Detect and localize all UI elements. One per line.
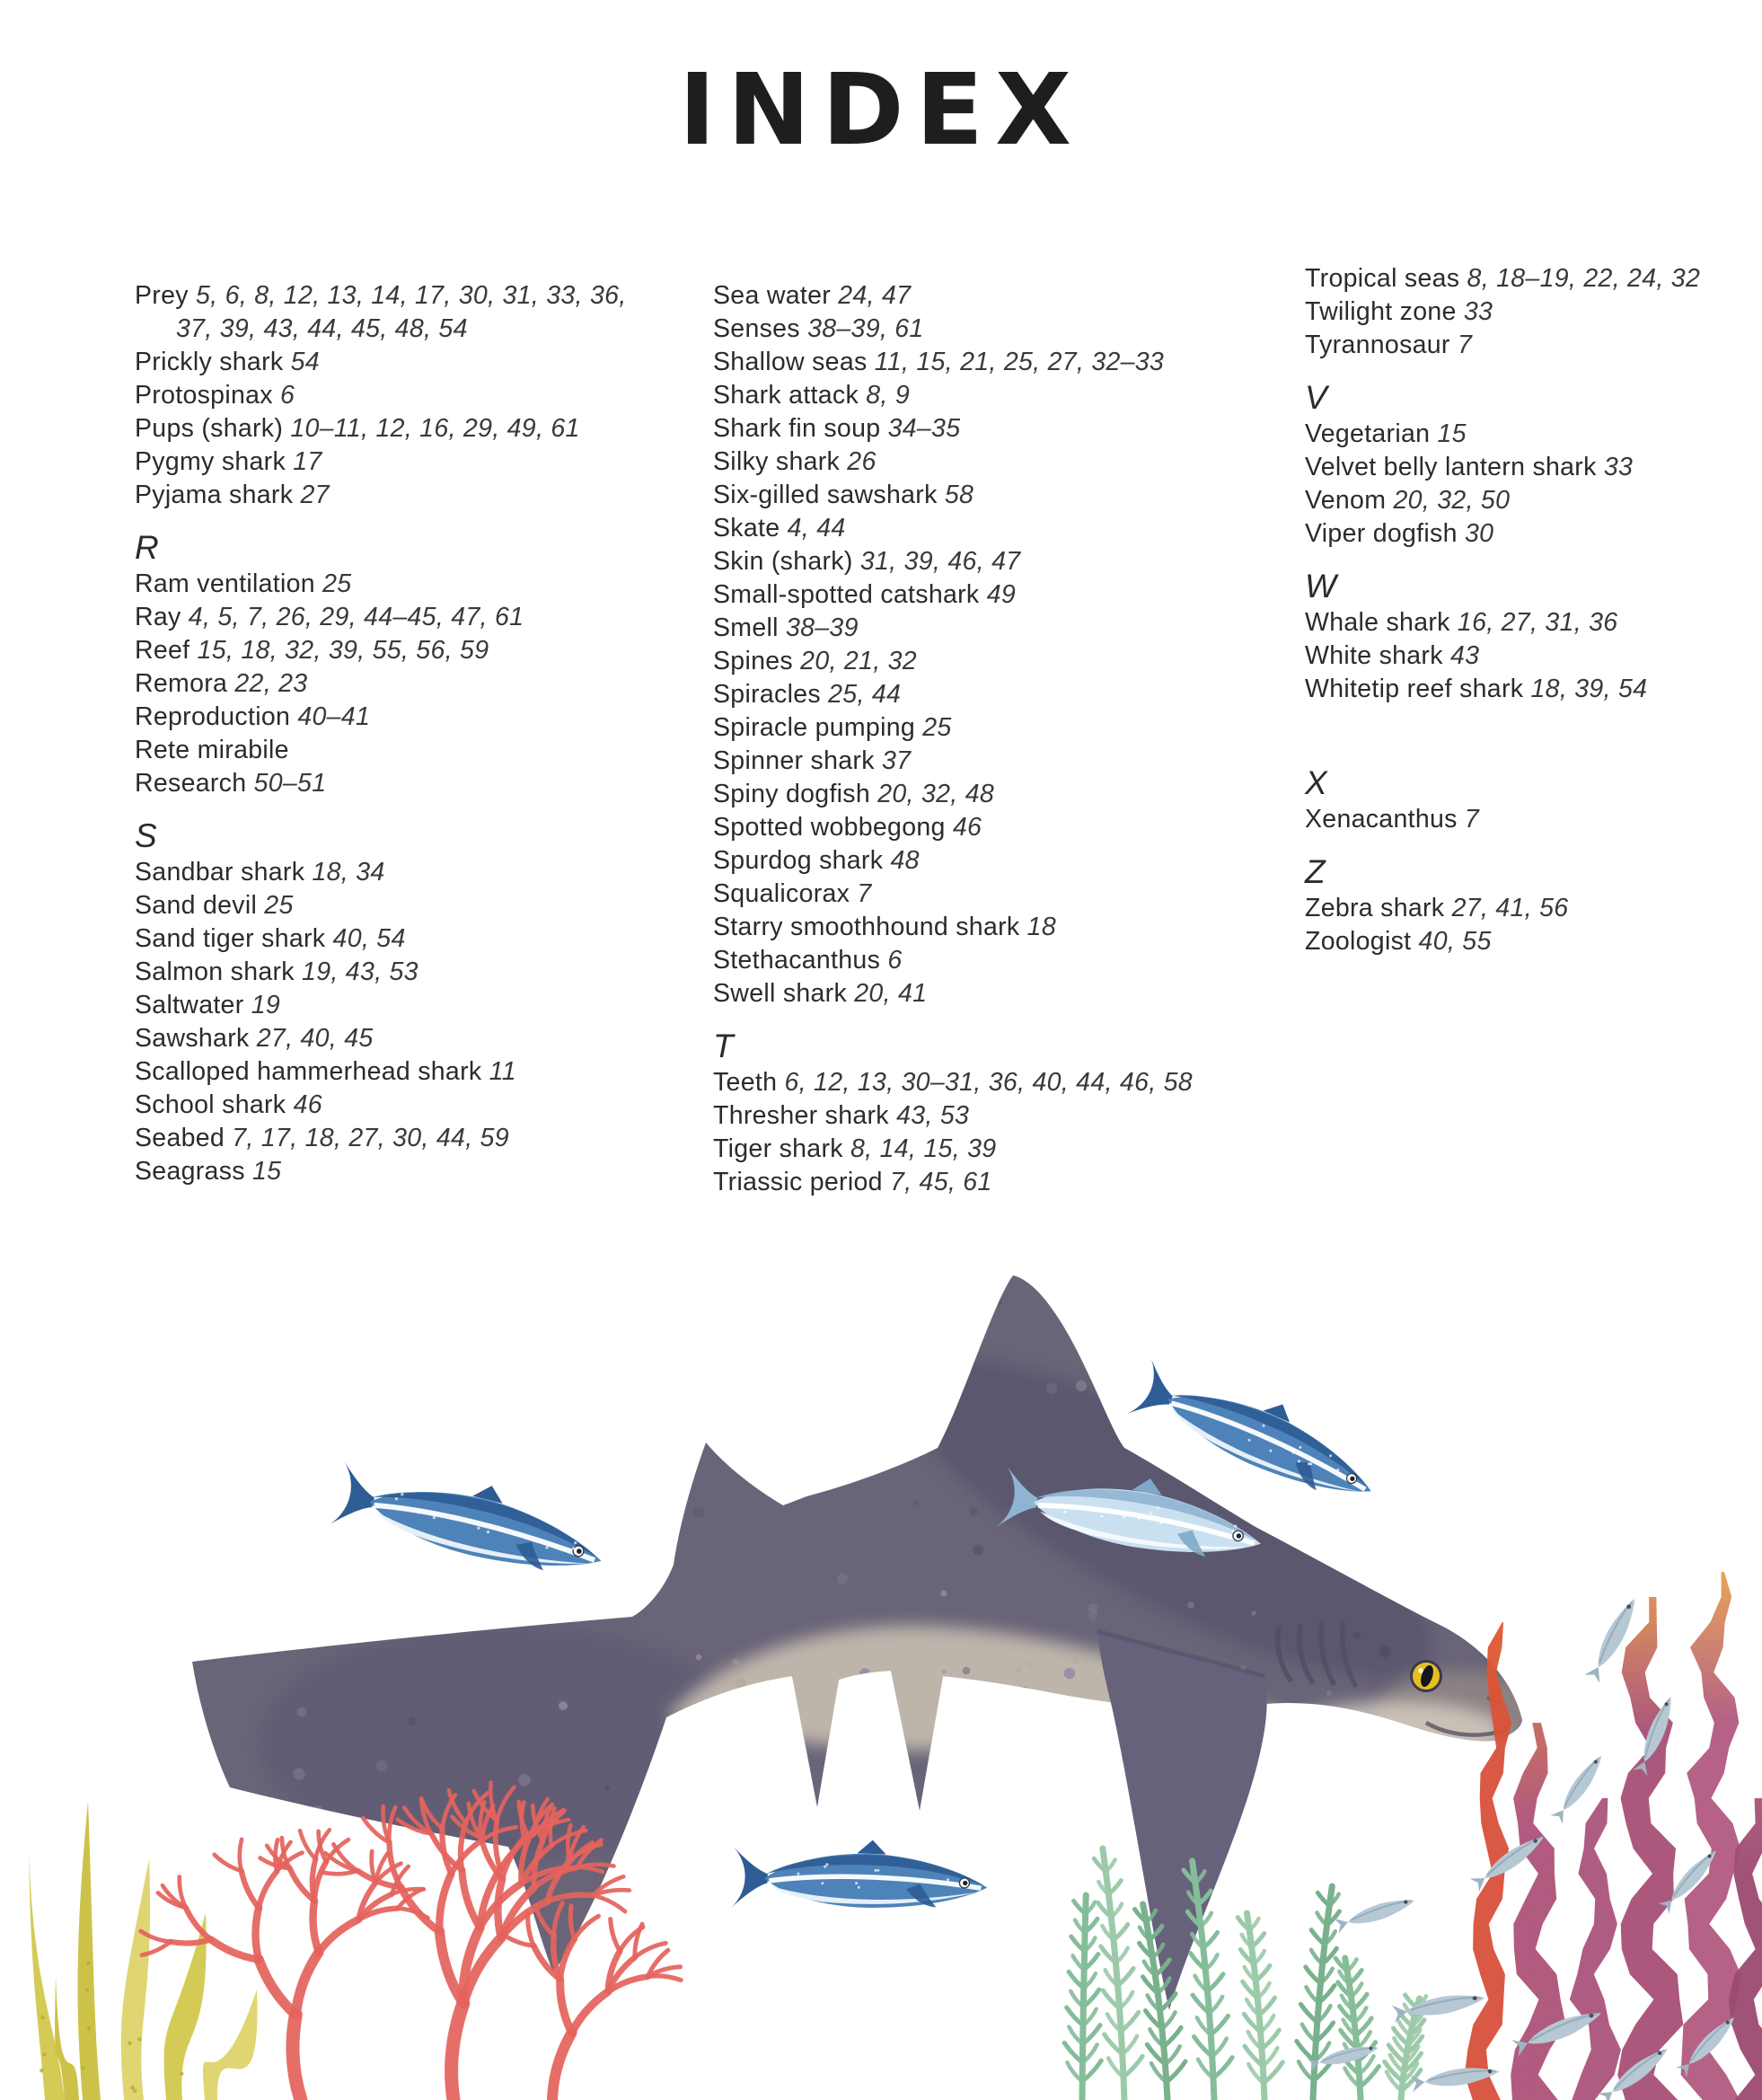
entry-term: Skin (shark) (713, 547, 853, 576)
entry-page-numbers: 43 (1442, 641, 1480, 670)
entry-page-numbers: 22, 23 (227, 669, 308, 698)
entry-term: Sawshark (135, 1024, 250, 1053)
entry-term: Triassic period (713, 1168, 883, 1196)
entry-page-numbers: 11 (481, 1057, 516, 1086)
entry-term: Velvet belly lantern shark (1305, 453, 1597, 481)
entry-term: Sand tiger shark (135, 924, 326, 953)
entry-term: Reef (135, 636, 190, 665)
entry-term: Sea water (713, 281, 832, 310)
entry-term: Silky shark (713, 447, 841, 476)
entry-page-numbers: 38–39, 61 (799, 314, 924, 343)
entry-term: Seabed (135, 1124, 225, 1152)
entry-page-numbers: 17 (286, 447, 322, 476)
entry-page-numbers: 15, 18, 32, 39, 55, 56, 59 (189, 636, 489, 665)
entry-page-numbers: 40, 54 (325, 924, 406, 953)
entry-page-numbers: 25 (257, 891, 294, 920)
entry-page-numbers: 7 (1457, 805, 1480, 834)
entry-term: Tyrannosaur (1305, 331, 1450, 359)
entry-page-numbers: 30 (1457, 519, 1494, 548)
entry-page-numbers: 24, 47 (831, 281, 912, 310)
entry-term: Spiny dogfish (713, 780, 871, 808)
section-letter-x: X (1305, 764, 1327, 801)
entry-page-numbers: 8, 9 (859, 381, 910, 410)
section-letter-z: Z (1305, 853, 1326, 890)
entry-page-numbers: 19, 43, 53 (294, 957, 418, 986)
entry-term: Spiracle pumping (713, 713, 916, 742)
entry-page-numbers: 40–41 (290, 702, 371, 731)
entry-term: Whale shark (1305, 608, 1450, 637)
entry-term: Pyjama shark (135, 481, 294, 509)
entry-term: Shark fin soup (713, 414, 881, 443)
entry-page-numbers: 20, 32, 48 (870, 780, 995, 808)
entry-page-numbers: 34–35 (880, 414, 961, 443)
entry-term: Spinner shark (713, 746, 875, 775)
entry-term: Rete mirabile (135, 736, 289, 764)
entry-page-numbers: 25 (314, 569, 352, 598)
entry-term: Whitetip reef shark (1305, 675, 1524, 703)
entry-term: Shallow seas (713, 348, 868, 376)
entry-term: Scalloped hammerhead shark (135, 1057, 482, 1086)
entry-page-numbers: 27, 40, 45 (249, 1024, 374, 1053)
entry-term: Small-spotted catshark (713, 580, 980, 609)
entry-term: Protospinax (135, 381, 273, 410)
entry-page-numbers: 7, 45, 61 (882, 1168, 992, 1196)
entry-page-numbers: 40, 55 (1411, 927, 1492, 956)
entry-term: Pygmy shark (135, 447, 286, 476)
entry-page-numbers: 5, 6, 8, 12, 13, 14, 17, 30, 31, 33, 36, 37, 39, 43, 44, 45, 48, 54 (176, 281, 627, 343)
entry-page-numbers: 58 (937, 481, 974, 509)
entry-term: Teeth (713, 1068, 778, 1097)
entry-term: Xenacanthus (1305, 805, 1458, 834)
entry-term: Ray (135, 603, 181, 631)
entry-page-numbers: 15 (244, 1157, 282, 1186)
entry-page-numbers: 7 (850, 879, 872, 908)
entry-page-numbers: 4, 44 (780, 514, 846, 543)
entry-page-numbers: 19 (243, 991, 281, 1019)
entry-term: Stethacanthus (713, 946, 881, 975)
entry-term: Salmon shark (135, 957, 295, 986)
section-letter-r: R (135, 529, 160, 566)
entry-page-numbers: 25, 44 (820, 680, 902, 709)
entry-term: Spurdog shark (713, 846, 884, 875)
tiny-fish (1334, 1893, 1417, 1934)
entry-page-numbers: 7, 17, 18, 27, 30, 44, 59 (225, 1124, 509, 1152)
entry-page-numbers: 46 (945, 813, 982, 842)
section-letter-t: T (713, 1028, 734, 1064)
entry-page-numbers: 20, 32, 50 (1386, 486, 1511, 515)
entry-page-numbers: 6, 12, 13, 30–31, 36, 40, 44, 46, 58 (777, 1068, 1193, 1097)
entry-page-numbers: 46 (286, 1090, 322, 1119)
entry-page-numbers: 16, 27, 31, 36 (1449, 608, 1618, 637)
entry-page-numbers: 33 (1596, 453, 1634, 481)
entry-page-numbers: 11, 15, 21, 25, 27, 32–33 (867, 348, 1165, 376)
entry-term: Smell (713, 613, 779, 642)
section-letter-s: S (135, 817, 157, 854)
entry-term: Spotted wobbegong (713, 813, 946, 842)
entry-term: Research (135, 769, 247, 798)
entry-page-numbers: 18, 39, 54 (1523, 675, 1648, 703)
entry-page-numbers: 18, 34 (304, 858, 385, 887)
entry-term: White shark (1305, 641, 1443, 670)
entry-term: Reproduction (135, 702, 291, 731)
entry-term: Saltwater (135, 991, 244, 1019)
entry-term: Spines (713, 647, 793, 675)
entry-page-numbers: 43, 53 (888, 1101, 970, 1130)
entry-term: Tropical seas (1305, 264, 1460, 293)
entry-term: Skate (713, 514, 780, 543)
small-striped-fish (731, 1835, 989, 1917)
entry-term: Sand devil (135, 891, 258, 920)
entry-page-numbers: 54 (283, 348, 320, 376)
entry-term: Six-gilled sawshark (713, 481, 938, 509)
entry-page-numbers: 33 (1456, 297, 1493, 326)
entry-term: Starry smoothhound shark (713, 913, 1020, 941)
entry-term: Shark attack (713, 381, 859, 410)
entry-page-numbers: 31, 39, 46, 47 (852, 547, 1021, 576)
entry-term: Prey (135, 281, 189, 310)
entry-term: Thresher shark (713, 1101, 889, 1130)
entry-term: Remora (135, 669, 228, 698)
entry-term: Viper dogfish (1305, 519, 1458, 548)
entry-term: Tiger shark (713, 1134, 843, 1163)
entry-page-numbers: 37 (874, 746, 912, 775)
green-feather-seaweed (1064, 1849, 1427, 2100)
entry-term: Ram ventilation (135, 569, 315, 598)
entry-term: Twilight zone (1305, 297, 1457, 326)
entry-term: Zebra shark (1305, 894, 1445, 922)
entry-term: Prickly shark (135, 348, 284, 376)
entry-term: Venom (1305, 486, 1387, 515)
entry-page-numbers: 18 (1019, 913, 1056, 941)
entry-page-numbers: 6 (880, 946, 903, 975)
entry-page-numbers: 27 (293, 481, 330, 509)
entry-term: Zoologist (1305, 927, 1412, 956)
entry-term: Sandbar shark (135, 858, 305, 887)
shark-eye (1412, 1662, 1441, 1691)
entry-term: Swell shark (713, 979, 848, 1008)
section-letter-w: W (1305, 568, 1337, 604)
small-striped-fish (329, 1450, 612, 1591)
entry-term: Spiracles (713, 680, 821, 709)
entry-page-numbers: 26 (840, 447, 877, 476)
entry-term: Senses (713, 314, 800, 343)
entry-term: Squalicorax (713, 879, 850, 908)
page-title: INDEX (678, 52, 1084, 167)
entry-page-numbers: 49 (979, 580, 1017, 609)
entry-page-numbers: 7 (1449, 331, 1473, 359)
entry-page-numbers: 8, 14, 15, 39 (842, 1134, 997, 1163)
entry-page-numbers: 50–51 (246, 769, 327, 798)
entry-term: Pups (shark) (135, 414, 284, 443)
entry-page-numbers: 15 (1430, 419, 1467, 448)
entry-term: Vegetarian (1305, 419, 1431, 448)
entry-page-numbers: 27, 41, 56 (1444, 894, 1569, 922)
entry-page-numbers: 4, 5, 7, 26, 29, 44–45, 47, 61 (181, 603, 524, 631)
entry-page-numbers: 20, 21, 32 (792, 647, 917, 675)
section-letter-v: V (1305, 379, 1327, 416)
entry-page-numbers: 20, 41 (847, 979, 928, 1008)
entry-page-numbers: 10–11, 12, 16, 29, 49, 61 (283, 414, 580, 443)
entry-page-numbers: 48 (883, 846, 920, 875)
entry-page-numbers: 38–39 (778, 613, 859, 642)
entry-page-numbers: 6 (272, 381, 295, 410)
entry-page-numbers: 8, 18–19, 22, 24, 32 (1459, 264, 1701, 293)
entry-term: School shark (135, 1090, 286, 1119)
entry-page-numbers: 25 (915, 713, 952, 742)
entry-term: Seagrass (135, 1157, 245, 1186)
